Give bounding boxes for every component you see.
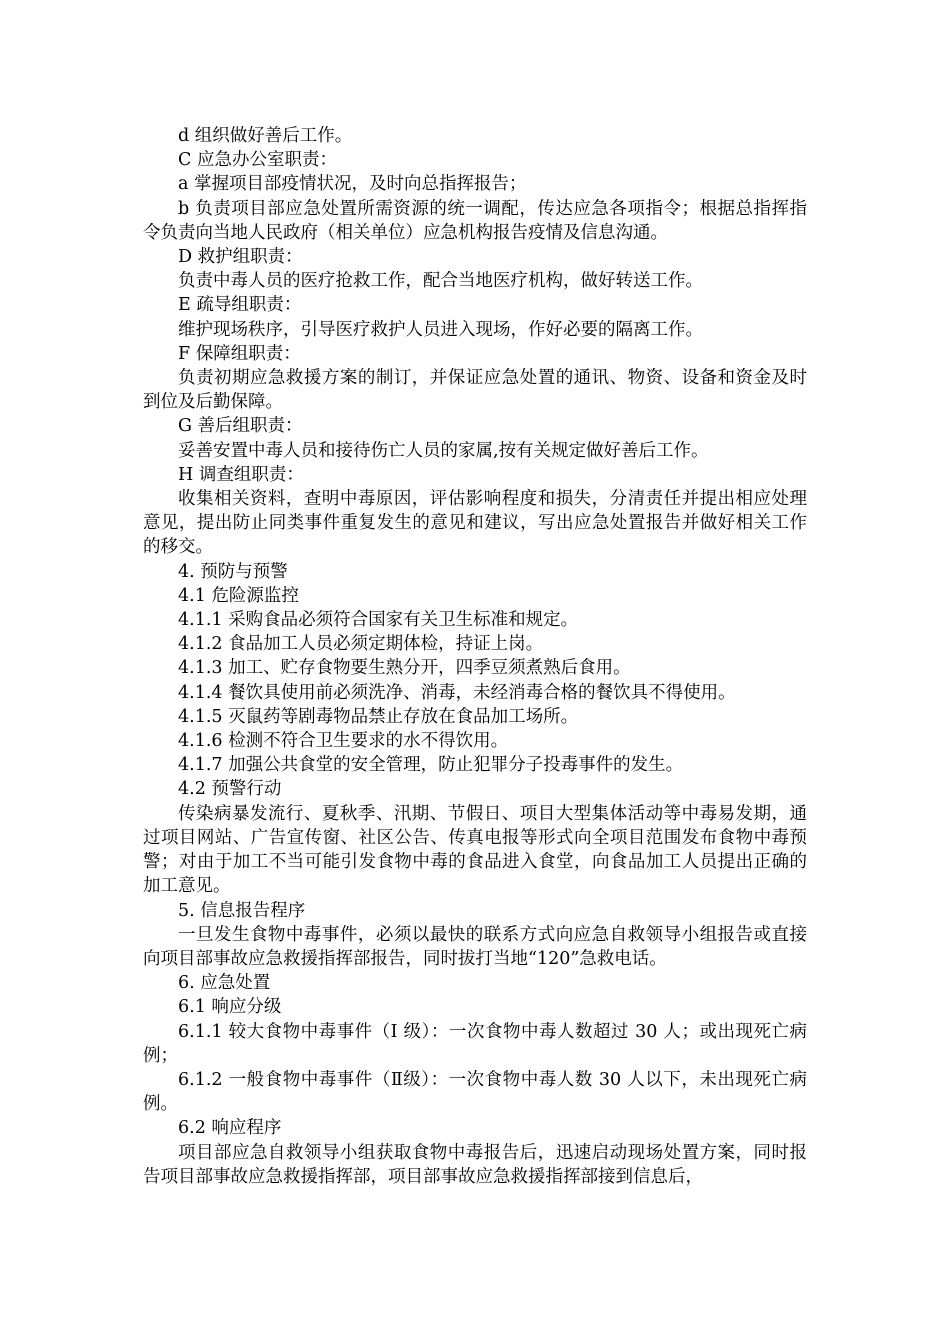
section-heading-4-1: 4.1 危险源监控 — [178, 585, 299, 606]
paragraph-support: 负责初期应急救援方案的制订，并保证应急处置的通讯、物资、设备和资金及时到位及后勤保障。 — [143, 368, 807, 413]
heading-h-investigation-duties: H 调查组职责： — [178, 464, 304, 485]
section-heading-6: 6. 应急处置 — [178, 973, 271, 994]
paragraph-guidance: 维护现场秩序，引导医疗救护人员进入现场，作好必要的隔离工作。 — [178, 319, 703, 340]
paragraph-d-aftermath: d 组织做好善后工作。 — [178, 126, 353, 146]
paragraph-report-procedure: 一旦发生食物中毒事件，必须以最快的联系方式向应急自救领导小组报告或直接向项目部事故应急救援指挥部报告，同时拔打当地“120”急救电话。 — [143, 924, 807, 969]
list-item-4-1-1: 4.1.1 采购食品必须符合国家有关卫生标准和规定。 — [178, 610, 579, 631]
heading-d-rescue-duties: D 救护组职责： — [178, 247, 303, 268]
paragraph-a-report: a 掌握项目部疫情状况，及时向总指挥报告； — [178, 174, 527, 195]
list-item-6-1-2: 6.1.2 一般食物中毒事件（Ⅱ级）：一次食物中毒人数 30 人以下，未出现死亡病例。 — [143, 1069, 807, 1115]
paragraph-aftermath: 妥善安置中毒人员和接待伤亡人员的家属,按有关规定做好善后工作。 — [178, 440, 709, 461]
heading-c-office-duties: C 应急办公室职责： — [178, 150, 337, 171]
section-heading-5: 5. 信息报告程序 — [178, 900, 306, 921]
section-heading-4-2: 4.2 预警行动 — [178, 779, 282, 800]
document-body — [143, 124, 807, 1189]
paragraph-warning-action: 传染病暴发流行、夏秋季、汛期、节假日、项目大型集体活动等中毒易发期，通过项目网站、广告宣传窗、社区公告、传真电报等形式向全项目范围发布食物中毒预警；对由于加工不当可能引发食物中毒的食品进入食堂，向食品加工人员提出正确的加工意见。 — [143, 803, 807, 897]
list-item-4-1-6: 4.1.6 检测不符合卫生要求的水不得饮用。 — [178, 731, 509, 752]
list-item-4-1-2: 4.1.2 食品加工人员必须定期体检，持证上岗。 — [178, 634, 544, 655]
paragraph-rescue: 负责中毒人员的医疗抢救工作，配合当地医疗机构，做好转送工作。 — [178, 271, 703, 292]
list-item-4-1-4: 4.1.4 餐饮具使用前必须洗净、消毒，未经消毒合格的餐饮具不得使用。 — [178, 682, 736, 703]
heading-e-guidance-duties: E 疏导组职责： — [178, 295, 302, 316]
section-heading-6-2: 6.2 响应程序 — [178, 1118, 282, 1139]
list-item-4-1-5: 4.1.5 灭鼠药等剧毒物品禁止存放在食品加工场所。 — [178, 706, 579, 727]
heading-g-aftermath-duties: G 善后组职责： — [178, 416, 303, 437]
list-item-6-1-1: 6.1.1 较大食物中毒事件（I 级）：一次食物中毒人数超过 30 人；或出现死亡病例； — [143, 1021, 807, 1066]
paragraph-b-resources: b 负责项目部应急处置所需资源的统一调配，传达应急各项指令；根据总指挥指令负责向当地人民政府（相关单位）应急机构报告疫情及信息沟通。 — [143, 198, 807, 243]
paragraph-response-procedure: 项目部应急自救领导小组获取食物中毒报告后，迅速启动现场处置方案，同时报告项目部事故应急救援指挥部，项目部事故应急救援指挥部接到信息后， — [143, 1142, 807, 1187]
list-item-4-1-3: 4.1.3 加工、贮存食物要生熟分开，四季豆须煮熟后食用。 — [178, 658, 631, 679]
list-item-4-1-7: 4.1.7 加强公共食堂的安全管理，防止犯罪分子投毒事件的发生。 — [178, 755, 684, 776]
paragraph-investigation: 收集相关资料，查明中毒原因，评估影响程度和损失，分清责任并提出相应处理意见，提出防止同类事件重复发生的意见和建议，写出应急处置报告并做好相关工作的移交。 — [143, 489, 807, 558]
section-heading-4: 4. 预防与预警 — [178, 561, 288, 582]
section-heading-6-1: 6.1 响应分级 — [178, 997, 282, 1018]
heading-f-support-duties: F 保障组职责： — [178, 343, 301, 364]
